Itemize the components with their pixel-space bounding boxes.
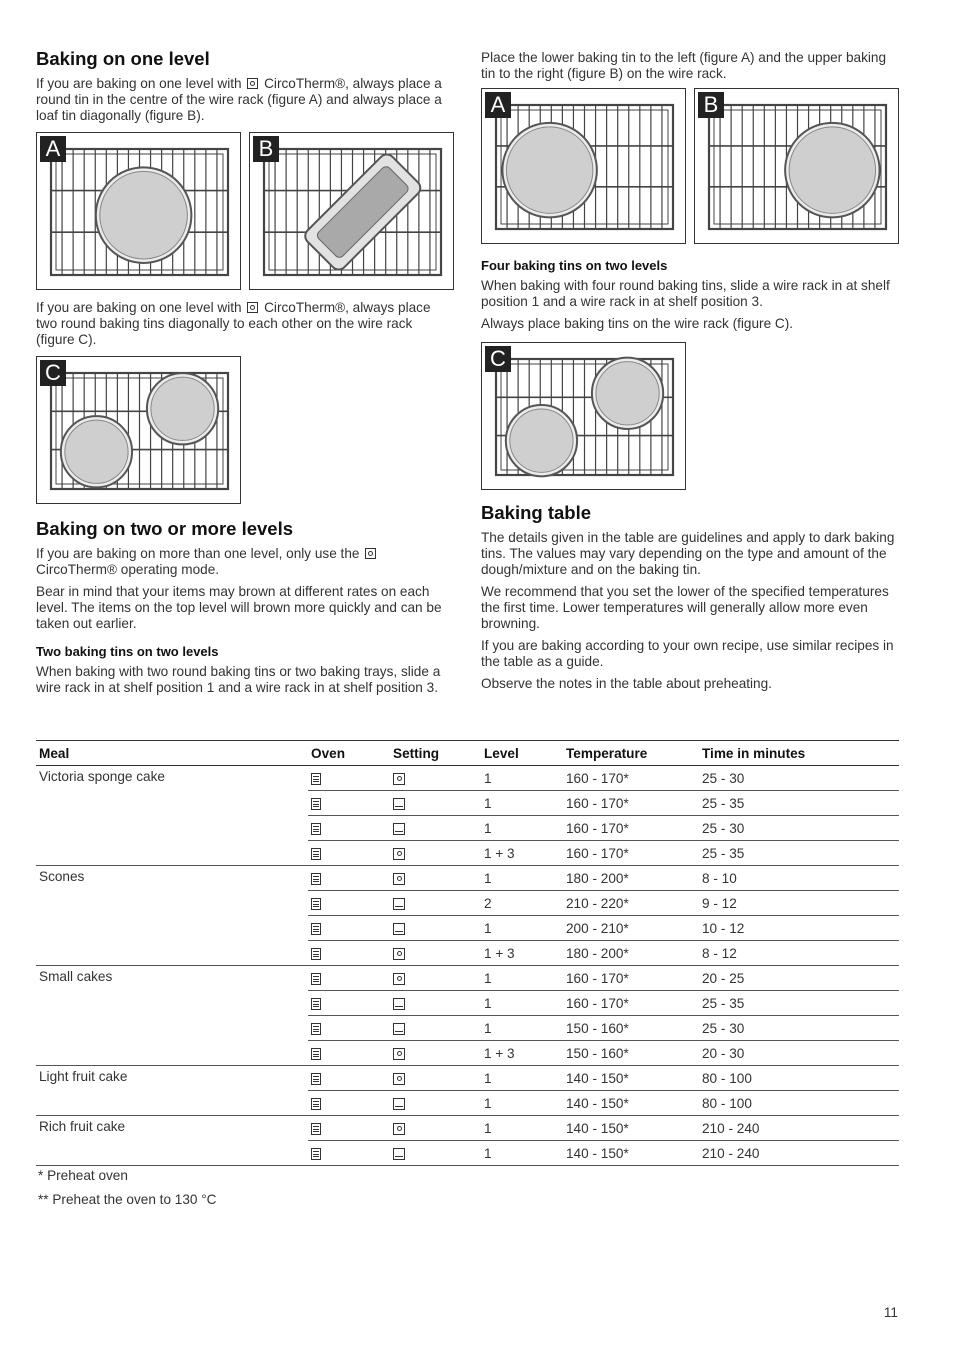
cell-temperature: 140 - 150* — [563, 1091, 699, 1116]
cell-setting — [390, 991, 481, 1016]
cell-temperature: 200 - 210* — [563, 916, 699, 941]
cell-temperature: 140 - 150* — [563, 1141, 699, 1166]
paragraph-table-3: If you are baking according to your own recipe, use similar recipes in the table as a guide. — [481, 638, 894, 669]
oven-icon — [311, 1098, 321, 1110]
cell-oven — [308, 816, 390, 841]
cell-level: 1 — [481, 916, 563, 941]
cell-temperature: 150 - 160* — [563, 1041, 699, 1066]
figure-b-loaf-tin-diagonal — [249, 132, 454, 290]
oven-icon — [311, 948, 321, 960]
text-span: If you are baking on more than one level, only use the — [36, 546, 360, 561]
column-header-setting: Setting — [390, 741, 481, 766]
figure-a-tin-left — [481, 88, 686, 244]
cell-setting — [390, 916, 481, 941]
paragraph-four-tins-1: When baking with four round baking tins, slide a wire rack in at shelf position 1 and a wire rack in at shelf position 3. — [481, 278, 890, 309]
subheading-two-tins: Two baking tins on two levels — [36, 644, 219, 659]
cell-oven — [308, 791, 390, 816]
right-column — [481, 50, 899, 698]
wire-rack-drawing — [37, 357, 242, 505]
cell-temperature: 160 - 170* — [563, 816, 699, 841]
table-row — [36, 766, 899, 791]
wire-rack-drawing — [250, 133, 455, 291]
circotherm-icon — [393, 1123, 405, 1135]
subheading-four-tins: Four baking tins on two levels — [481, 258, 668, 273]
cell-temperature: 160 - 170* — [563, 966, 699, 991]
cell-time: 8 - 10 — [699, 866, 899, 891]
note-preheat: * Preheat oven — [38, 1168, 128, 1183]
cell-temperature: 160 - 170* — [563, 766, 699, 791]
cell-temperature: 140 - 150* — [563, 1066, 699, 1091]
figure-a-round-tin-centre — [36, 132, 241, 290]
paragraph-tin-placement: Place the lower baking tin to the left (figure A) and the upper baking tin to the right (figure B) on the wire rack. — [481, 50, 887, 81]
cell-time: 25 - 30 — [699, 816, 899, 841]
cell-oven — [308, 866, 390, 891]
heading-baking-table: Baking table — [481, 502, 591, 523]
paragraph-table-1: The details given in the table are guidelines and apply to dark baking tins. The values may vary depending on the type and amount of the dough/mixture and on the baking tin. — [481, 530, 895, 577]
cell-time: 210 - 240 — [699, 1116, 899, 1141]
top-bottom-heat-icon — [393, 1148, 405, 1160]
cell-oven — [308, 916, 390, 941]
figure-row-ab — [36, 132, 454, 290]
cell-setting — [390, 816, 481, 841]
cell-level: 1 — [481, 1091, 563, 1116]
table-body — [36, 766, 899, 1166]
cell-setting — [390, 966, 481, 991]
wire-rack-drawing — [482, 89, 687, 245]
cell-time: 20 - 30 — [699, 1041, 899, 1066]
cell-setting — [390, 1141, 481, 1166]
cell-setting — [390, 1116, 481, 1141]
cell-time: 25 - 35 — [699, 991, 899, 1016]
cell-oven — [308, 766, 390, 791]
cell-oven — [308, 966, 390, 991]
text-span: CircoTherm®, always place two round baking tins diagonally to each other on the wire rack (figure C). — [36, 300, 431, 347]
cell-time: 8 - 12 — [699, 941, 899, 966]
cell-level: 1 + 3 — [481, 841, 563, 866]
cell-meal: Light fruit cake — [36, 1066, 308, 1116]
round-tin — [510, 409, 573, 472]
cell-level: 1 — [481, 766, 563, 791]
figure-b-tin-right — [694, 88, 899, 244]
round-tin — [506, 127, 592, 213]
cell-level: 1 + 3 — [481, 941, 563, 966]
cell-time: 25 - 35 — [699, 791, 899, 816]
cell-meal: Victoria sponge cake — [36, 766, 308, 866]
top-bottom-heat-icon — [393, 1098, 405, 1110]
cell-temperature: 160 - 170* — [563, 791, 699, 816]
loaf-tin — [302, 151, 424, 273]
top-bottom-heat-icon — [393, 823, 405, 835]
cell-time: 25 - 30 — [699, 1016, 899, 1041]
figure-letter-a: A — [40, 136, 66, 162]
round-tin — [100, 171, 188, 259]
cell-oven — [308, 841, 390, 866]
column-header-meal: Meal — [36, 741, 308, 766]
cell-oven — [308, 1091, 390, 1116]
cell-oven — [308, 1041, 390, 1066]
left-column — [36, 48, 454, 702]
cell-oven — [308, 991, 390, 1016]
cell-temperature: 180 - 200* — [563, 866, 699, 891]
oven-icon — [311, 1148, 321, 1160]
cell-level: 1 — [481, 791, 563, 816]
paragraph-two-levels-1 — [36, 546, 454, 578]
baking-table — [36, 740, 899, 1166]
cell-setting — [390, 866, 481, 891]
cell-setting — [390, 841, 481, 866]
cell-meal: Scones — [36, 866, 308, 966]
paragraph-table-2: We recommend that you set the lower of the specified temperatures the first time. Lower temperatures will generally allow more even browning. — [481, 584, 889, 631]
oven-icon — [311, 848, 321, 860]
cell-time: 210 - 240 — [699, 1141, 899, 1166]
cell-setting — [390, 941, 481, 966]
wire-rack-drawing — [695, 89, 900, 245]
cell-oven — [308, 1116, 390, 1141]
cell-setting — [390, 1041, 481, 1066]
cell-level: 1 — [481, 1016, 563, 1041]
cell-level: 1 — [481, 966, 563, 991]
circotherm-icon — [393, 973, 405, 985]
figure-c-four-tins — [481, 342, 686, 490]
table-row — [36, 1116, 899, 1141]
cell-temperature: 140 - 150* — [563, 1116, 699, 1141]
figure-letter-c: C — [40, 360, 66, 386]
oven-icon — [311, 1023, 321, 1035]
paragraph-one-level-2 — [36, 300, 454, 348]
top-bottom-heat-icon — [393, 798, 405, 810]
circotherm-icon — [247, 78, 258, 89]
cell-meal: Small cakes — [36, 966, 308, 1066]
oven-icon — [311, 898, 321, 910]
top-bottom-heat-icon — [393, 1023, 405, 1035]
cell-oven — [308, 1016, 390, 1041]
figure-letter-a: A — [485, 92, 511, 118]
column-header-level: Level — [481, 741, 563, 766]
text-span: CircoTherm® operating mode. — [36, 562, 220, 577]
table-row — [36, 966, 899, 991]
cell-level: 1 — [481, 1141, 563, 1166]
circotherm-icon — [393, 773, 405, 785]
cell-time: 20 - 25 — [699, 966, 899, 991]
column-header-time: Time in minutes — [699, 741, 899, 766]
cell-oven — [308, 891, 390, 916]
cell-setting — [390, 1091, 481, 1116]
cell-level: 2 — [481, 891, 563, 916]
figure-letter-b: B — [253, 136, 279, 162]
cell-meal: Rich fruit cake — [36, 1116, 308, 1166]
figure-row-ab-right — [481, 88, 899, 244]
table-row — [36, 1066, 899, 1091]
top-bottom-heat-icon — [393, 898, 405, 910]
figure-letter-c: C — [485, 346, 511, 372]
cell-level: 1 — [481, 991, 563, 1016]
cell-level: 1 + 3 — [481, 1041, 563, 1066]
cell-setting — [390, 791, 481, 816]
cell-time: 10 - 12 — [699, 916, 899, 941]
circotherm-icon — [365, 548, 376, 559]
oven-icon — [311, 1048, 321, 1060]
paragraph-four-tins-2: Always place baking tins on the wire rack (figure C). — [481, 316, 794, 331]
cell-oven — [308, 941, 390, 966]
paragraph-two-levels-2: Bear in mind that your items may brown at different rates on each level. The items on the top level will brown more quickly and can be taken out earlier. — [36, 584, 442, 631]
cell-time: 9 - 12 — [699, 891, 899, 916]
note-preheat-130: ** Preheat the oven to 130 °C — [38, 1192, 217, 1207]
round-tin — [151, 377, 214, 440]
circotherm-icon — [393, 873, 405, 885]
cell-setting — [390, 1016, 481, 1041]
cell-time: 25 - 35 — [699, 841, 899, 866]
top-bottom-heat-icon — [393, 923, 405, 935]
round-tin — [596, 362, 659, 425]
table-header-row — [36, 741, 899, 766]
circotherm-icon — [393, 1048, 405, 1060]
cell-oven — [308, 1141, 390, 1166]
column-header-oven: Oven — [308, 741, 390, 766]
cell-level: 1 — [481, 1116, 563, 1141]
figure-letter-b: B — [698, 92, 724, 118]
text-span: If you are baking on one level with — [36, 300, 242, 315]
oven-icon — [311, 1073, 321, 1085]
cell-level: 1 — [481, 1066, 563, 1091]
heading-baking-two-levels: Baking on two or more levels — [36, 518, 294, 539]
cell-setting — [390, 766, 481, 791]
oven-icon — [311, 973, 321, 985]
cell-temperature: 180 - 200* — [563, 941, 699, 966]
text-span: CircoTherm®, always place a round tin in the centre of the wire rack (figure A) and always place a loaf tin diagonally (figure B). — [36, 76, 442, 123]
circotherm-icon — [393, 948, 405, 960]
cell-temperature: 160 - 170* — [563, 991, 699, 1016]
oven-icon — [311, 923, 321, 935]
cell-temperature: 150 - 160* — [563, 1016, 699, 1041]
text-span: If you are baking on one level with — [36, 76, 242, 91]
paragraph-one-level-1 — [36, 76, 454, 124]
wire-rack-drawing — [482, 343, 687, 491]
cell-oven — [308, 1066, 390, 1091]
round-tin — [65, 420, 128, 483]
cell-level: 1 — [481, 866, 563, 891]
oven-icon — [311, 823, 321, 835]
wire-rack-drawing — [37, 133, 242, 291]
table-row — [36, 866, 899, 891]
column-header-temperature: Temperature — [563, 741, 699, 766]
cell-time: 25 - 30 — [699, 766, 899, 791]
circotherm-icon — [393, 848, 405, 860]
cell-level: 1 — [481, 816, 563, 841]
figure-c-two-tins-diagonal — [36, 356, 241, 504]
cell-time: 80 - 100 — [699, 1066, 899, 1091]
top-bottom-heat-icon — [393, 998, 405, 1010]
round-tin — [789, 127, 875, 213]
circotherm-icon — [247, 302, 258, 313]
table-notes — [38, 1164, 217, 1212]
paragraph-table-4: Observe the notes in the table about preheating. — [481, 676, 772, 691]
oven-icon — [311, 1123, 321, 1135]
cell-setting — [390, 1066, 481, 1091]
circotherm-icon — [393, 1073, 405, 1085]
oven-icon — [311, 998, 321, 1010]
paragraph-two-tins: When baking with two round baking tins or two baking trays, slide a wire rack in at shelf position 1 and a wire rack in at shelf position 3. — [36, 664, 441, 695]
cell-temperature: 210 - 220* — [563, 891, 699, 916]
heading-baking-one-level: Baking on one level — [36, 48, 210, 69]
oven-icon — [311, 873, 321, 885]
cell-time: 80 - 100 — [699, 1091, 899, 1116]
cell-setting — [390, 891, 481, 916]
page-number: 11 — [883, 1305, 898, 1320]
oven-icon — [311, 798, 321, 810]
cell-temperature: 160 - 170* — [563, 841, 699, 866]
oven-icon — [311, 773, 321, 785]
